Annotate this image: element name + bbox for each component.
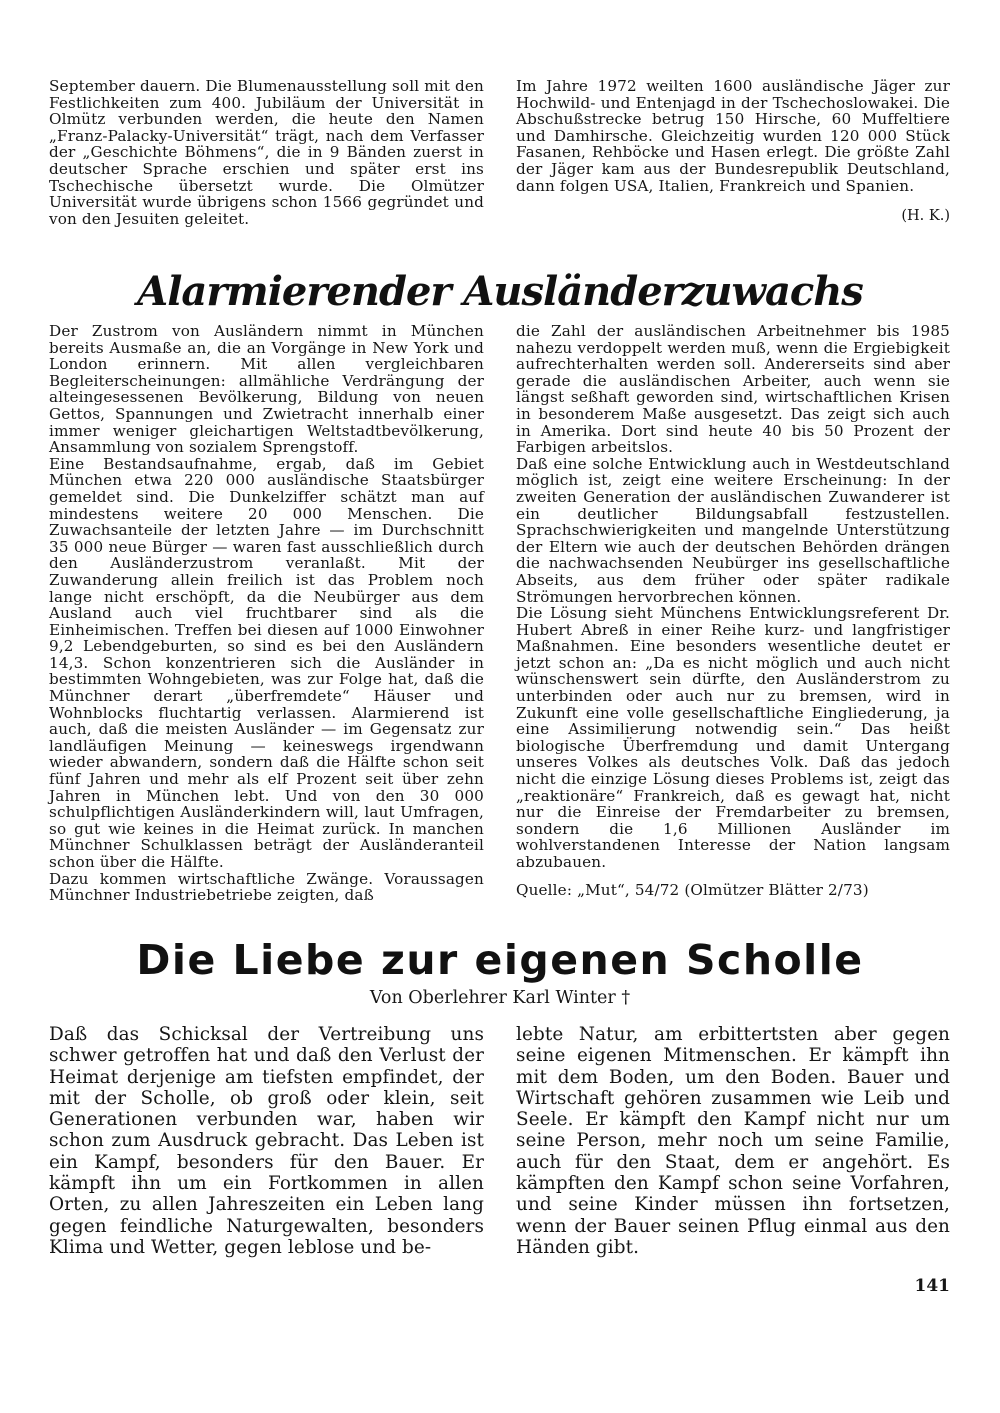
article2-left-column [49, 1024, 484, 1258]
article1-source: Quelle: „Mut“, 54/72 (Olmützer Blätter 2/73) [516, 880, 869, 899]
article1-paragraph: die Zahl der ausländischen Arbeitnehmer bis 1985 nahezu verdoppelt werden muß, wenn die Ergiebigkeit aufrechterhalten werden soll. Andererseits sind aber gerade die ausländischen Arbeiter, auch wenn sie längst seßhaft geworden sind, wirtschaftlichen Krisen in besonderem Maße ausgesetzt. Das zeigt sich auch in Amerika. Dort sind heute 40 bis 50 Prozent der Farbigen arbeitslos. [516, 322, 950, 457]
author-initials: (H. K.) [901, 208, 950, 225]
article1-left-column [49, 323, 484, 904]
article2-right-column [516, 1024, 950, 1258]
top-left-paragraph: September dauern. Die Blumenausstellung soll mit den Festlichkeiten zum 400. Jubiläum der Universität in Olmütz verbunden werden, die heute den Namen „Franz-Palacky-Universität“ trägt, nach dem Verfasser der „Geschichte Böhmens“, die in 9 Bänden zuerst in deutscher Sprache erschien und später erst ins Tschechische übersetzt wurde. Die Olmützer Universität wurde übrigens schon 1566 gegründet und von den Jesuiten geleitet. [49, 77, 484, 228]
article1-paragraph: Eine Bestandsaufnahme, ergab, daß im Gebiet München etwa 220 000 ausländische Staatsbürger gemeldet sind. Die Dunkelziffer schätzt man auf mindestens weitere 20 000 Menschen. Die Zuwachsanteile der letzten Jahre — im Durchschnitt 35 000 neue Bürger — waren fast ausschließlich durch den Ausländerzustrom veranlaßt. Mit der Zuwanderung allein freilich ist das Problem noch lange nicht erschöpft, da die Neubürger aus dem Ausland auch viel fruchtbarer sind als die Einheimischen. Treffen bei diesen auf 1000 Einwohner 9,2 Lebendgeburten, so sind es bei den Ausländern 14,3. Schon konzentrieren sich die Ausländer in bestimmten Wohngebieten, was zur Folge hat, daß die Münchner derart „überfremdete“ Häuser und Wohnblocks fluchtartig verlassen. Alarmierend ist auch, daß die meisten Ausländer — im Gegensatz zur landläufigen Meinung — keineswegs irgendwann wieder abwandern, sondern daß die Hälfte schon seit fünf Jahren und mehr als elf Prozent seit über zehn Jahren in München lebt. Und von den 30 000 schulpflichtigen Ausländerkindern will, laut Umfragen, so gut wie keines in die Heimat zurück. In manchen Münchner Schulklassen beträgt der Ausländeranteil schon über die Hälfte. [49, 454, 484, 871]
article2-byline: Von Oberlehrer Karl Winter † [369, 988, 631, 1008]
top-right-paragraph: Im Jahre 1972 weilten 1600 ausländische Jäger zur Hochwild- und Entenjagd in der Tschechoslowakei. Die Abschußstrecke betrug 150 Hirsche, 60 Muffeltiere und Damhirsche. Gleichzeitig wurden 120 000 Stück Fasanen, Rehböcke und Hasen erlegt. Die größte Zahl der Jäger kam aus der Bundesrepublik Deutschland, dann folgen USA, Italien, Frankreich und Spanien. [516, 77, 950, 195]
top-left-column [49, 78, 484, 227]
article1-paragraph: Die Lösung sieht Münchens Entwicklungsreferent Dr. Hubert Abreß in einer Reihe kurz- und langfristiger Maßnahmen. Eine besonders wesentliche deutet er jetzt schon an: „Da es nicht möglich und auch nicht wünschenswert sein dürfte, den Ausländerstrom zu unterbinden oder auch nur zu bremsen, wird in Zukunft eine volle gesellschaftliche Eingliederung, ja eine Assimilierung notwendig sein.“ Das heißt biologische Überfremdung und damit Untergang unseres Volkes als deutsches Volk. Daß das jedoch nicht die einzige Lösung dieses Problems ist, zeigt das „reaktionäre“ Frankreich, daß es gewagt hat, nicht nur die Einreise der Fremdarbeiter zu bremsen, sondern die 1,6 Millionen Ausländer im wohlverstandenen Interesse der Nation langsam abzubauen. [516, 604, 950, 871]
article-title-auslaenderzuwachs: Alarmierender Ausländerzuwachs [137, 268, 863, 315]
article1-paragraph: Der Zustrom von Ausländern nimmt in München bereits Ausmaße an, die an Vorgänge in New York und London erinnern. Mit allen vergleichbaren Begleiterscheinungen: allmähliche Verdrängung der alteingesessenen Bevölkerung, Bildung von neuen Gettos, Spannungen und Zwietracht innerhalb einer immer weniger gleichartigen Weltstadtbevölkerung, Ansammlung von sozialem Sprengstoff. [49, 322, 484, 457]
article1-paragraph: Dazu kommen wirtschaftliche Zwänge. Voraussagen Münchner Industriebetriebe zeigten, daß [49, 869, 484, 905]
article-title-scholle: Die Liebe zur eigenen Scholle [136, 936, 864, 984]
page-number: 141 [914, 1276, 950, 1296]
article1-paragraph: Daß eine solche Entwicklung auch in Westdeutschland möglich ist, zeigt eine weitere Erscheinung: In der zweiten Generation der ausländischen Zuwanderer ist ein deutlicher Bildungsabfall festzustellen. Sprachschwierigkeiten und mangelnde Unterstützung der Eltern wie auch der deutschen Behörden drängen die nachwachsenden Neubürger ins gesellschaftliche Abseits, aus dem früher oder später radikale Strömungen hervorbrechen können. [516, 454, 950, 606]
article1-right-column [516, 323, 950, 898]
top-right-column [516, 78, 950, 224]
article2-paragraph: Daß das Schicksal der Vertreibung uns schwer getroffen hat und daß den Verlust der Heimat derjenige am tiefsten empfindet, der mit der Scholle, ob groß oder klein, seit Generationen verbunden war, haben wir schon zum Ausdruck gebracht. Das Leben ist ein Kampf, besonders für den Bauer. Er kämpft ihn um ein Fortkommen in allen Orten, zu allen Jahreszeiten ein Leben lang gegen feindliche Naturgewalten, besonders Klima und Wetter, gegen leblose und be- [49, 1024, 484, 1258]
article2-paragraph: lebte Natur, am erbittertsten aber gegen seine eigenen Mitmenschen. Er kämpft ihn mit dem Boden, um den Boden. Bauer und Wirtschaft gehören zusammen wie Leib und Seele. Er kämpft den Kampf nicht nur um seine Person, mehr noch um seine Familie, auch für den Staat, dem er angehört. Es kämpften den Kampf schon seine Vorfahren, und seine Kinder müssen ihn fortsetzen, wenn der Bauer seinen Pflug einmal aus den Händen gibt. [516, 1024, 950, 1258]
